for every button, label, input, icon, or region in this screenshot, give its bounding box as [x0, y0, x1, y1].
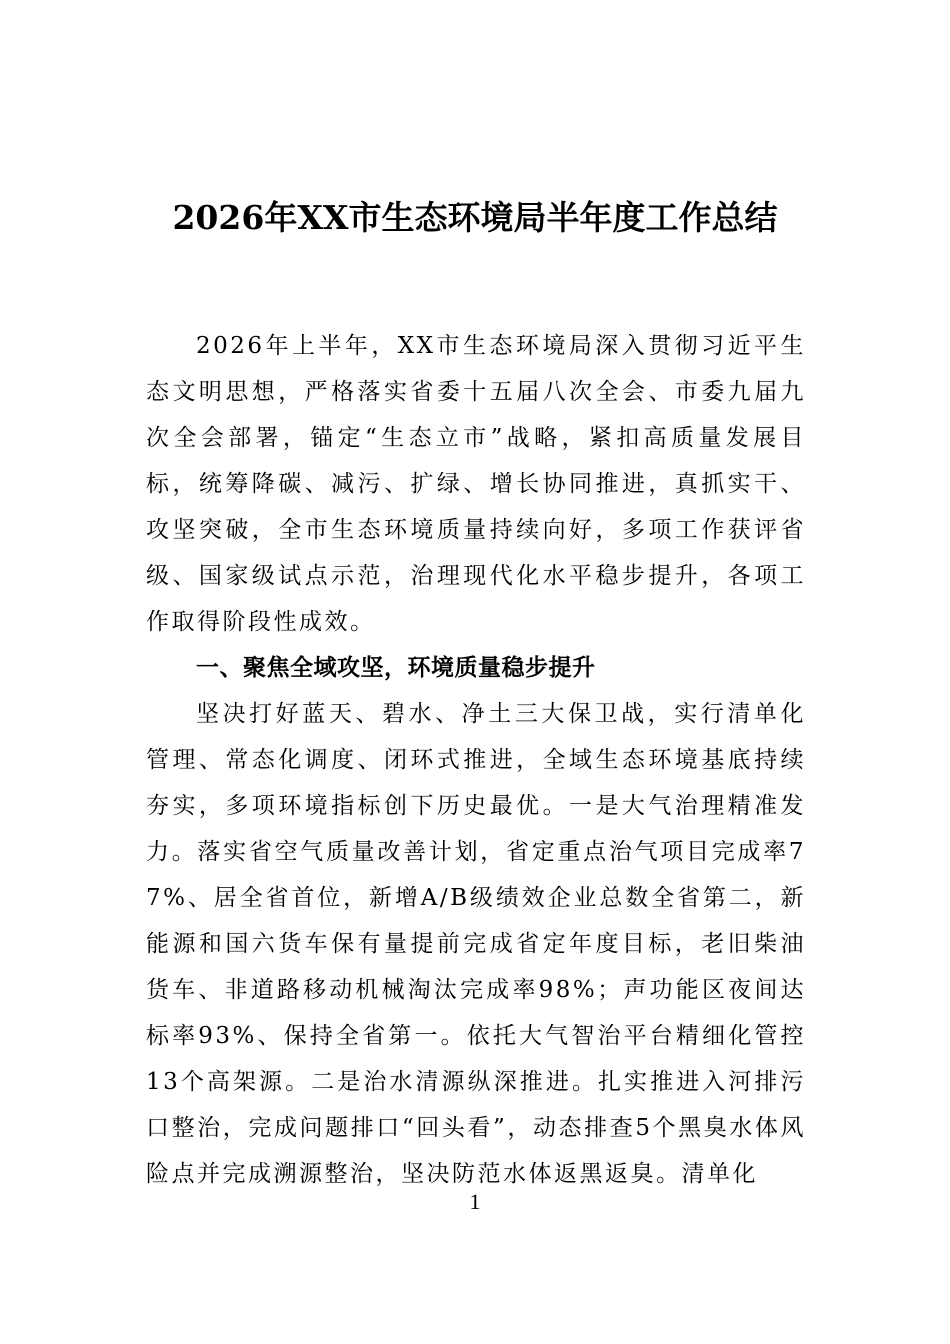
document-title: 2026年XX市生态环境局半年度工作总结 — [172, 198, 778, 237]
intro-paragraph: 2026年上半年，XX市生态环境局深入贯彻习近平生态文明思想，严格落实省委十五届八次全会、市委九届九次全会部署，锚定“生态立市”战略，紧扣高质量发展目标，统筹降碳、减污、扩绿、增长协同推进，真抓实干、攻坚突破，全市生态环境质量持续向好，多项工作获评省级、国家级试点示范，治理现代化水平稳步提升，各项工作取得阶段性成效。 — [146, 333, 806, 635]
section-heading: 一、聚焦全域攻坚，环境质量稳步提升 — [196, 655, 596, 681]
section-paragraph: 坚决打好蓝天、碧水、净土三大保卫战，实行清单化管理、常态化调度、闭环式推进，全域生态环境基底持续夯实，多项环境指标创下历史最优。一是大气治理精准发力。落实省空气质量改善计划，省定重点治气项目完成率77%、居全省首位，新增A/B级绩效企业总数全省第二，新能源和国六货车保有量提前完成省定年度目标，老旧柴油货车、非道路移动机械淘汰完成率98%；声功能区夜间达标率93%、保持全省第一。依托大气智治平台精细化管控13个高架源。二是治水清源纵深推进。扎实推进入河排污口整治，完成问题排口“回头看”，动态排查5个黑臭水体风险点并完成溯源整治，坚决防范水体返黑返臭。清单化 — [146, 701, 806, 1187]
document-body — [146, 323, 806, 1197]
page-number: 1 — [469, 1189, 481, 1214]
